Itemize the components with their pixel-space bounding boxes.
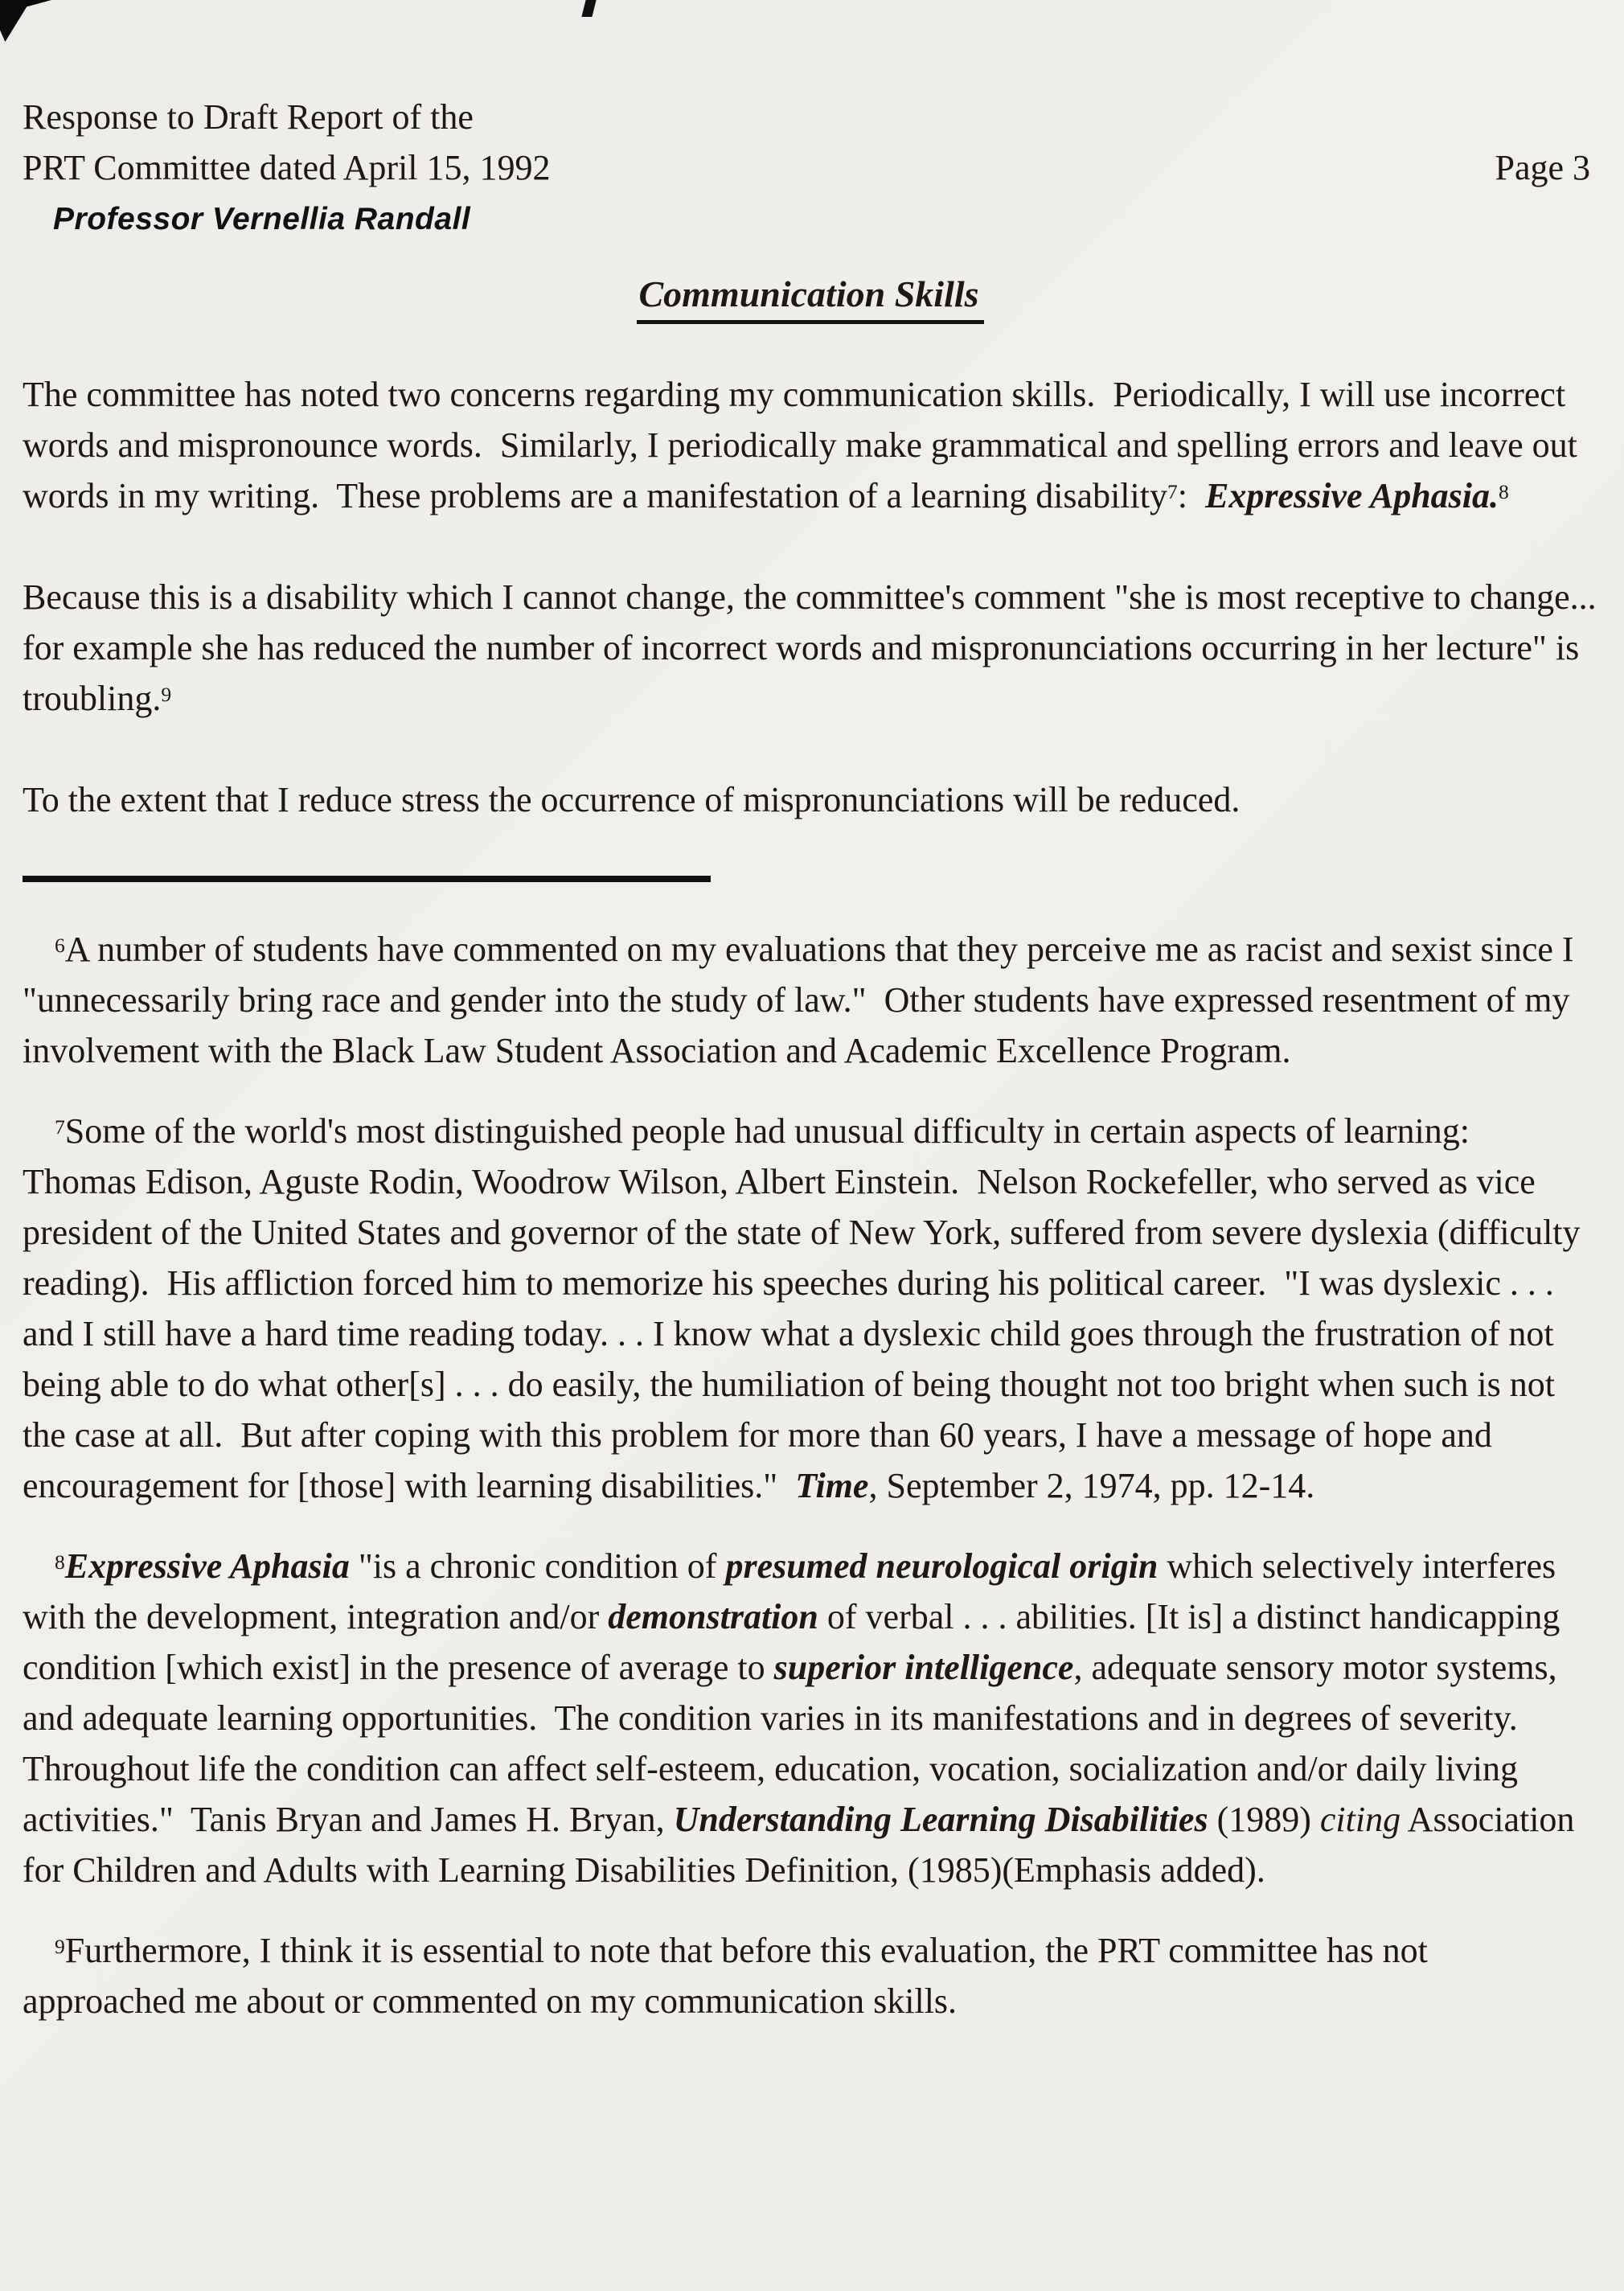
footnote-list xyxy=(23,924,1598,2026)
page-number: Page 3 xyxy=(1495,148,1590,187)
document-header xyxy=(23,92,1598,238)
section-title: Communication Skills xyxy=(637,272,983,324)
footnote: $^7$Some of the world's most distinguished people had unusual difficulty in certain aspects of learning: Thomas Edison, Aguste Rodin, Woodrow Wilson, Albert Einstein. Nelson Rockefeller, who served as vice president of the United States and governor of the state of New York, suffered from severe dyslexia (difficulty reading). His affliction forced him to memorize his speeches during his political career. "I was dyslexic . . . and I still have a hard time reading today. . . I know what a dyslexic child goes through the frustration of not being able to do what other[s] . . . do easily, the humiliation of being thought not too bright when such is not the case at all. But after coping with this problem for more than 60 years, I have a message of hope and encouragement for [those] with learning disabilities." Time, September 2, 1974, pp. 12-14. xyxy=(23,1111,1589,1505)
body-paragraph: The committee has noted two concerns regarding my communication skills. Periodically, I will use incorrect words and mispronounce words. Similarly, I periodically make grammatical and spelling errors and leave out words in my writing. These problems are a manifestation of a learning disability$^7$: Expressive Aphasia.$^8$ xyxy=(23,375,1586,515)
title-wrap xyxy=(23,272,1598,324)
body-paragraph: To the extent that I reduce stress the occurrence of mispronunciations will be reduced. xyxy=(23,780,1241,819)
body-paragraph-list xyxy=(23,369,1606,825)
footnote: $^8$Expressive Aphasia "is a chronic condition of presumed neurological origin which selectively interferes with the development, integration and/or demonstration of verbal . . . abilities. [It is] a distinct handicapping condition [which exist] in the presence of average to superior intelligence, adequate sensory motor systems, and adequate learning opportunities. The condition varies in its manifestations and in degrees of severity. Throughout life the condition can affect self-esteem, education, vocation, socialization and/or daily living activities." Tanis Bryan and James H. Bryan, Understanding Learning Disabilities (1989) citing Association for Children and Adults with Learning Disabilities Definition, (1985)(Emphasis added). xyxy=(23,1546,1584,1890)
body-paragraph: Because this is a disability which I cannot change, the committee's comment "she is most receptive to change... for example she has reduced the number of incorrect words and mispronunciations occurring in her lecture" is troubling.$^9$ xyxy=(23,577,1606,718)
header-line-1: Response to Draft Report of the xyxy=(23,97,474,137)
footnote: $^9$Furthermore, I think it is essential to note that before this evaluation, the PRT committee has not approached me about or commented on my communication skills. xyxy=(23,1931,1437,2021)
author-name: Professor Vernellia Randall xyxy=(53,202,471,236)
footnote: $^6$A number of students have commented on my evaluations that they perceive me as racist and sexist since I "unnecessarily bring race and gender into the study of law." Other students have expressed resentment of my involvement with the Black Law Student Association and Academic Excellence Program. xyxy=(23,930,1583,1070)
scan-artifact-corner xyxy=(0,0,51,42)
footnote-separator xyxy=(23,876,711,882)
header-line-2: PRT Committee dated April 15, 1992 xyxy=(23,148,551,187)
header-row-2 xyxy=(23,142,1598,193)
scan-artifact-top-edge xyxy=(581,0,596,17)
